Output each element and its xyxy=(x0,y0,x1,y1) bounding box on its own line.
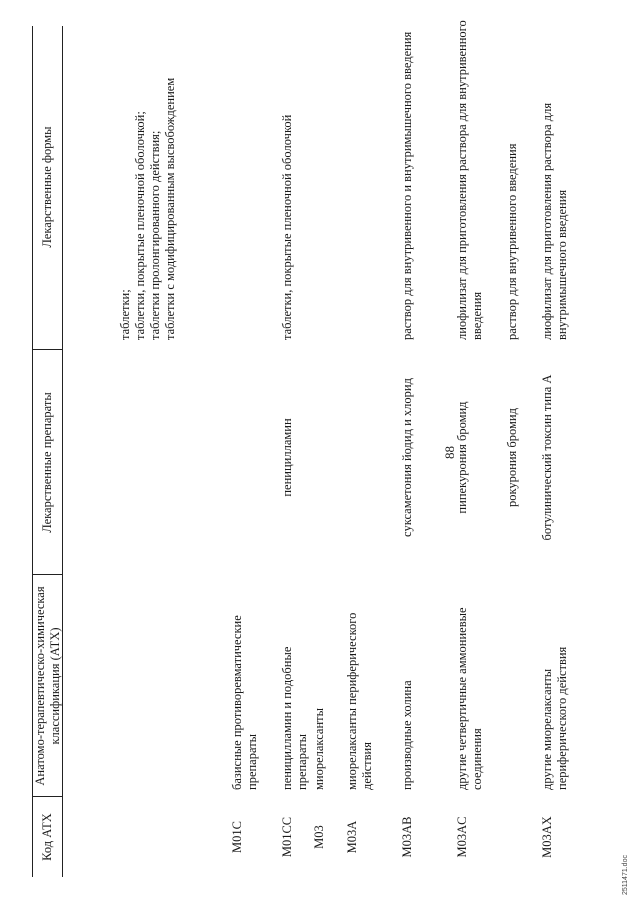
atc-code-cell: M03AC xyxy=(455,816,469,858)
dosage-form-cell: таблетки, покрытые пленочной оболочкой xyxy=(280,114,294,340)
header-classification: Анатомо-терапевтическо-химическая классификация (АТХ) xyxy=(33,586,62,786)
atc-code-cell: M03 xyxy=(312,825,326,849)
dosage-form-cell: лиофилизат для приготовления раствора для внутримышечного введения xyxy=(540,102,569,340)
classification-cell: производные холина xyxy=(400,680,414,790)
preparation-cell: ботулинический токсин типа A xyxy=(540,374,554,541)
dosage-form-cell: раствор для внутривенного введения xyxy=(505,143,519,340)
header-divider xyxy=(32,349,62,350)
classification-cell: миорелаксанты периферического действия xyxy=(345,612,374,790)
atc-code-cell: M01CC xyxy=(280,816,294,858)
atc-code-cell: M03AB xyxy=(400,816,414,858)
classification-cell: другие четвертичные аммониевые соединения xyxy=(455,607,484,790)
table-header-border xyxy=(62,26,63,877)
preparation-cell: пипекурония бромид xyxy=(455,401,469,514)
page-number: 88 xyxy=(442,446,457,459)
preparation-cell: пеницилламин xyxy=(280,418,294,497)
classification-cell: базисные противоревматические препараты xyxy=(230,615,259,790)
table-row xyxy=(118,20,178,340)
header-divider xyxy=(32,574,62,575)
atc-code-cell: M03AX xyxy=(540,816,554,858)
dosage-form-cell: таблетки; таблетки, покрытые пленочной оболочкой; таблетки пролонгированного действия; таблетки с модифицированным высвобождением xyxy=(118,77,177,340)
preparation-cell: рокурония бромид xyxy=(505,408,519,507)
preparation-cell: суксаметония йодид и хлорид xyxy=(400,378,414,537)
header-code: Код АТХ xyxy=(40,813,55,861)
dosage-form-cell: лиофилизат для приготовления раствора для внутривенного введения xyxy=(455,20,484,340)
classification-cell: миорелаксанты xyxy=(312,708,326,790)
header-preparations: Лекарственные препараты xyxy=(40,392,55,533)
classification-cell: другие миорелаксанты периферического действия xyxy=(540,646,569,790)
header-forms: Лекарственные формы xyxy=(40,126,55,248)
atc-code-cell: M01C xyxy=(230,821,244,853)
atc-code-cell: M03A xyxy=(345,820,359,854)
classification-cell: пеницилламин и подобные препараты xyxy=(280,646,309,790)
dosage-form-cell: раствор для внутривенного и внутримышечного введения xyxy=(400,31,414,340)
document-filename: 2511471.doc xyxy=(622,855,629,895)
